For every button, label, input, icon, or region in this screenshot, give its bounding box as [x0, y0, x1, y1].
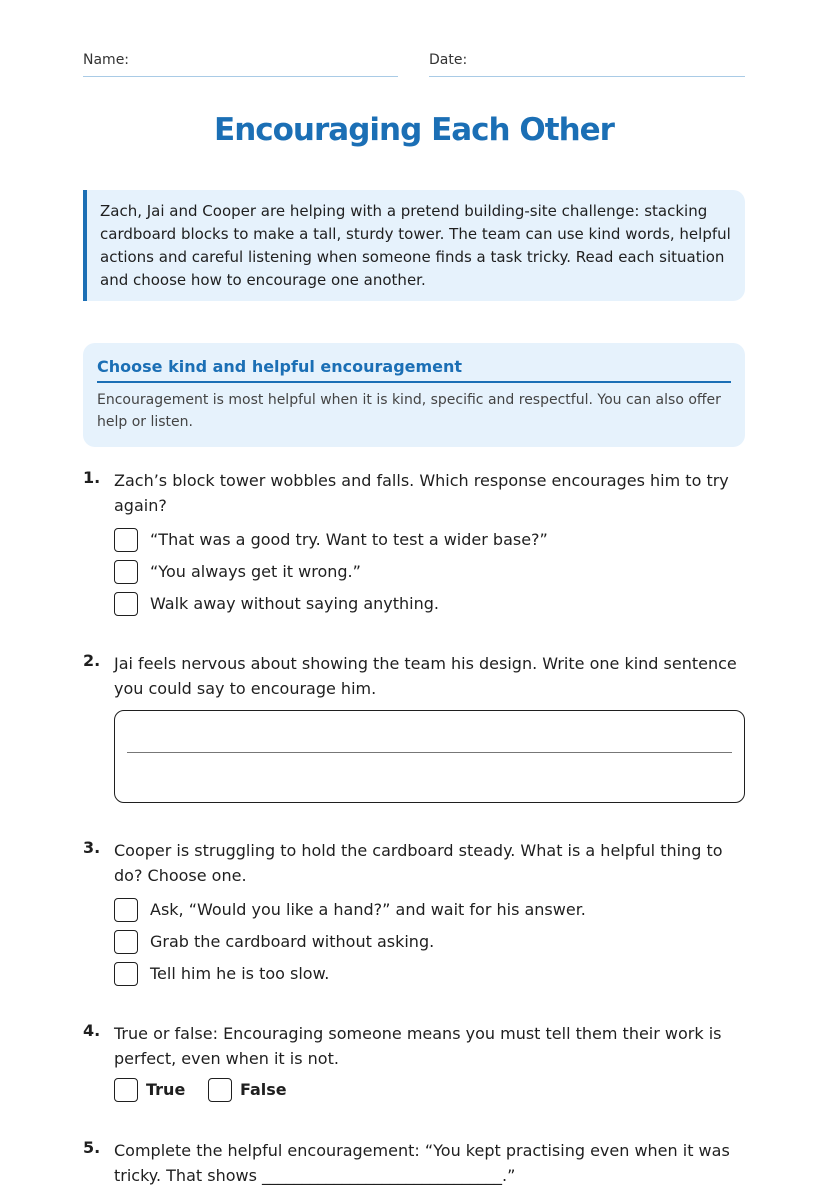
checkbox-icon[interactable] — [114, 1078, 138, 1102]
checkbox-icon[interactable] — [114, 962, 138, 986]
name-field[interactable] — [83, 52, 398, 77]
option-checkbox[interactable] — [114, 930, 744, 956]
checkbox-icon[interactable] — [114, 528, 138, 552]
answer-box[interactable] — [114, 710, 745, 803]
page-title: Encouraging Each Other — [214, 112, 614, 148]
option-checkbox[interactable] — [114, 528, 744, 554]
intro-text: Zach, Jai and Cooper are helping with a pretend building-site challenge: stacking cardboard blocks to make a tall, sturdy tower. The team can use kind words, helpful actions and careful listening when someone finds a task tricky. Read each situation and choose how to encourage one another. — [100, 202, 731, 289]
true-option[interactable] — [114, 1078, 194, 1104]
question-number: 5. — [83, 1138, 101, 1157]
option-label: Tell him he is too slow. — [150, 964, 330, 983]
question-text: Zach’s block tower wobbles and falls. Which response encourages him to try again? — [114, 471, 729, 515]
checkbox-icon[interactable] — [114, 560, 138, 584]
option-checkbox[interactable] — [114, 962, 744, 988]
option-label: Ask, “Would you like a hand?” and wait for his answer. — [150, 900, 586, 919]
question-text: Jai feels nervous about showing the team his design. Write one kind sentence you could say to encourage him. — [114, 654, 737, 698]
option-label: “That was a good try. Want to test a wider base?” — [150, 530, 548, 549]
date-label: Date: — [429, 52, 468, 68]
question-text: Cooper is struggling to hold the cardboard steady. What is a helpful thing to do? Choose one. — [114, 841, 723, 885]
option-label: “You always get it wrong.” — [150, 562, 361, 581]
question-text: Complete the helpful encouragement: “You kept practising even when it was tricky. That shows ______________________________.” — [114, 1141, 730, 1185]
answer-line — [127, 752, 732, 753]
checkbox-icon[interactable] — [208, 1078, 232, 1102]
question-number: 2. — [83, 651, 101, 670]
question-number: 4. — [83, 1021, 101, 1040]
question-number: 1. — [83, 468, 101, 487]
name-date-row — [83, 52, 745, 78]
question-text: True or false: Encouraging someone means you must tell them their work is perfect, even when it is not. — [114, 1024, 722, 1068]
section-note: Encouragement is most helpful when it is kind, specific and respectful. You can also offer help or listen. — [97, 392, 721, 430]
option-label: False — [240, 1080, 287, 1099]
date-field[interactable] — [429, 52, 745, 77]
section-panel — [83, 343, 745, 447]
option-label: Walk away without saying anything. — [150, 594, 439, 613]
option-label: Grab the cardboard without asking. — [150, 932, 435, 951]
option-checkbox[interactable] — [114, 898, 744, 924]
option-checkbox[interactable] — [114, 560, 744, 586]
false-option[interactable] — [208, 1078, 298, 1104]
section-title: Choose kind and helpful encouragement — [97, 357, 731, 383]
option-label: True — [146, 1080, 186, 1099]
checkbox-icon[interactable] — [114, 592, 138, 616]
name-label: Name: — [83, 52, 130, 68]
checkbox-icon[interactable] — [114, 930, 138, 954]
checkbox-icon[interactable] — [114, 898, 138, 922]
intro-panel — [83, 190, 745, 301]
question-number: 3. — [83, 838, 101, 857]
option-checkbox[interactable] — [114, 592, 744, 618]
